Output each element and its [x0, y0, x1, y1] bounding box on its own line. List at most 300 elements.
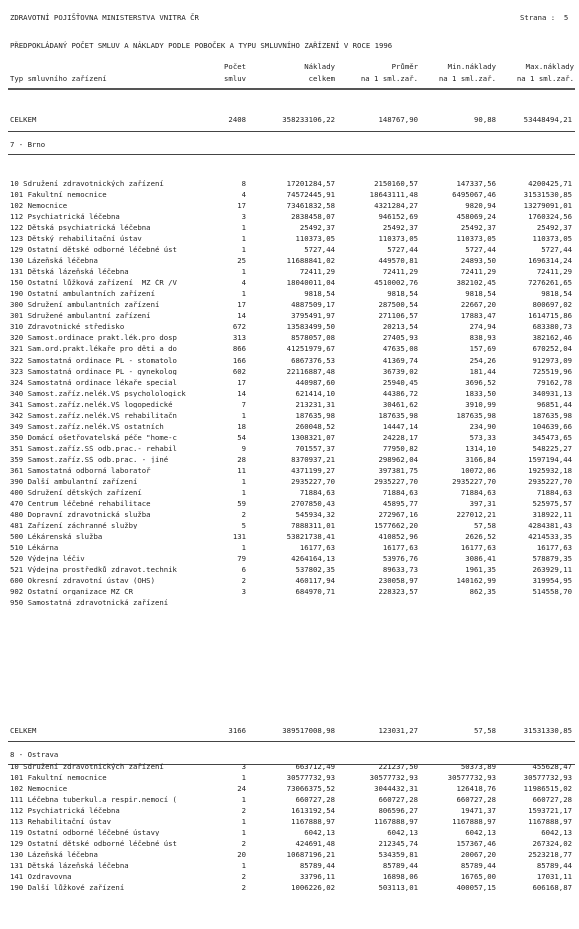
cell-name: 10 Sdružení zdravotnických zařízení: [10, 180, 164, 188]
cell-name: 102 Nemocnice: [10, 785, 68, 793]
cell-max: 319954,95: [532, 576, 572, 586]
cell-max: 72411,29: [536, 267, 572, 277]
cell-cost: 2838458,07: [291, 212, 335, 222]
cell-min: 57,58: [474, 520, 496, 530]
cell-cost: 2707850,43: [291, 498, 335, 508]
report-subtitle: PŘEDPOKLÁDANÝ POČET SMLUV A NÁKLADY PODLE POBOČEK A TYPU SMLUVNÍHO ZAŘÍZENÍ V ROCE 1996: [10, 41, 393, 50]
cell-min: 24893,50: [460, 256, 496, 266]
cell-cost: 30577732,93: [286, 773, 335, 782]
table-row: [0, 478, 579, 488]
cell-max: 110373,05: [532, 234, 572, 244]
cell-max: 7276261,65: [528, 278, 572, 288]
cell-min: 71884,63: [460, 487, 496, 497]
table-row: [0, 829, 579, 839]
cell-count: 1: [241, 410, 246, 420]
cell-avg: 3044432,31: [374, 784, 418, 794]
page-number: Strana : 5: [520, 13, 569, 22]
total-name: CELKEM: [10, 727, 37, 735]
cell-max: 800697,02: [532, 300, 572, 310]
cell-name: 131 Dětská lázeňská léčebna: [10, 862, 129, 870]
cell-max: 670252,04: [532, 344, 572, 354]
cell-count: 1: [241, 476, 246, 486]
cell-cost: 424691,48: [295, 839, 335, 849]
cell-avg: 397381,75: [378, 465, 418, 475]
cell-cost: 5727,44: [304, 245, 335, 255]
cell-min: 3166,84: [465, 454, 496, 464]
cell-min: 17883,47: [460, 311, 496, 321]
cell-name: 321 Sam.ord.prakt.lékaře pro děti a do: [10, 345, 177, 353]
section-divider: [8, 131, 575, 132]
table-row: [0, 434, 579, 444]
cell-cost: 53821738,41: [286, 532, 335, 541]
cell-min: 20067,20: [460, 850, 496, 860]
cell-avg: 27405,93: [382, 333, 418, 343]
cell-max: 725519,96: [532, 366, 572, 376]
cell-cost: 17201284,57: [286, 179, 335, 188]
cell-count: 166: [232, 355, 246, 365]
cell-min: 19471,37: [460, 806, 496, 816]
cell-cost: 4371199,27: [291, 465, 335, 475]
cell-count: 14: [237, 311, 246, 321]
cell-name: 101 Fakultní nemocnice: [10, 774, 107, 782]
cell-count: 1: [241, 543, 246, 552]
cell-avg: 5727,44: [387, 245, 418, 255]
cell-name: 323 Samostatná ordinace PL - gynekolog: [10, 367, 177, 375]
table-row: [0, 566, 579, 576]
cell-cost: 18040011,04: [286, 278, 335, 288]
table-row: [0, 489, 579, 499]
cell-max: 340931,13: [532, 388, 572, 398]
cell-cost: 41251979,67: [286, 344, 335, 354]
cell-name: 349 Samost.zaříz.nelék.VŠ ostatních: [10, 422, 164, 430]
cell-name: 320 Samost.ordinace prakt.lék.pro dosp: [10, 334, 177, 342]
cell-min: 85789,44: [460, 861, 496, 871]
cell-avg: 77950,82: [382, 443, 418, 453]
table-row: [0, 840, 579, 850]
cell-cost: 25492,37: [299, 223, 335, 233]
cell-count: 20: [237, 850, 246, 860]
cell-cost: 11688841,02: [286, 256, 335, 266]
cell-count: 25: [237, 256, 246, 266]
cell-max: 578879,35: [532, 554, 572, 563]
cell-min: 140162,99: [456, 576, 496, 586]
cell-count: 1: [241, 817, 246, 827]
cell-name: 470 Centrum léčebné rehabilitace: [10, 499, 151, 508]
cell-count: 18: [237, 421, 246, 431]
cell-max: 9818,54: [541, 289, 572, 299]
cell-min: 1961,35: [465, 565, 496, 574]
cell-min: 400057,15: [456, 883, 496, 893]
cell-avg: 41369,74: [382, 355, 418, 365]
table-row: [0, 235, 579, 245]
cell-name: 123 Dětský rehabilitační ústav: [10, 235, 142, 243]
cell-max: 79162,78: [536, 377, 572, 387]
header-divider: [8, 88, 575, 90]
cell-min: 862,35: [469, 587, 496, 597]
cell-count: 54: [237, 432, 246, 442]
total-count: 2408: [228, 115, 246, 124]
cell-cost: 187635,98: [295, 410, 335, 420]
table-row: [0, 213, 579, 223]
cell-count: 8: [241, 179, 246, 188]
cell-count: 4: [241, 278, 246, 288]
table-row: [0, 796, 579, 806]
table-row: [0, 224, 579, 234]
table-row: [0, 445, 579, 455]
cell-count: 7: [241, 399, 246, 409]
cell-min: 72411,29: [460, 267, 496, 277]
cell-name: 310 Zdravotnické středisko: [10, 323, 125, 331]
total-max: 53448494,21: [523, 115, 572, 124]
cell-name: 351 Samost.zaříz.SŠ odb.prac.- rehabil: [10, 444, 177, 452]
col-count-header-2: smluv: [224, 74, 246, 83]
cell-count: 1: [241, 234, 246, 244]
cell-cost: 8370937,21: [291, 454, 335, 464]
cell-avg: 53976,76: [382, 554, 418, 563]
total-min: 57,58: [474, 726, 496, 735]
cell-max: 606168,87: [532, 883, 572, 893]
cell-max: 267324,02: [532, 839, 572, 849]
cell-min: 6495067,46: [452, 190, 496, 199]
report-title: ZDRAVOTNÍ POJIŠŤOVNA MINISTERSTVA VNITRA ČR: [10, 13, 199, 22]
col-min-header-2: na 1 sml.zař.: [438, 74, 496, 83]
cell-name: 521 Výdejna prostředků zdravot.technik: [10, 566, 177, 574]
cell-min: 382102,45: [456, 278, 496, 288]
cell-count: 1: [241, 267, 246, 277]
cell-name: 361 Samostatná odborná laboratoř: [10, 466, 151, 475]
cell-cost: 9818,54: [304, 289, 335, 299]
cell-count: 28: [237, 454, 246, 464]
cell-cost: 1308321,07: [291, 432, 335, 442]
cell-avg: 6042,13: [387, 828, 418, 838]
cell-avg: 287500,54: [378, 300, 418, 310]
cell-avg: 534359,81: [378, 850, 418, 860]
cell-count: 79: [237, 554, 246, 563]
cell-name: 301 Sdružené ambulantní zařízení: [10, 312, 151, 320]
table-row: [0, 807, 579, 817]
cell-min: 10072,06: [460, 465, 496, 475]
cell-max: 6042,13: [541, 828, 572, 838]
cell-cost: 72411,29: [299, 267, 335, 277]
cell-min: 50373,89: [460, 762, 496, 771]
cell-max: 912973,09: [532, 355, 572, 365]
table-row: [0, 368, 579, 378]
cell-max: 1696314,24: [528, 256, 572, 266]
table-row: [0, 257, 579, 267]
table-row: [0, 191, 579, 201]
cell-avg: 85789,44: [382, 861, 418, 871]
cell-name: 122 Dětská psychiatrická léčebna: [10, 224, 151, 232]
table-row: [0, 500, 579, 510]
cell-max: 514558,70: [532, 587, 572, 597]
cell-cost: 6867376,53: [291, 355, 335, 365]
table-row: [0, 412, 579, 422]
cell-max: 1597194,44: [528, 454, 572, 464]
cell-avg: 2150160,57: [374, 179, 418, 188]
cell-cost: 3795491,97: [291, 311, 335, 321]
cell-cost: 621414,10: [295, 388, 335, 398]
cell-name: 340 Samost.zaříz.nelék.VŠ psycholologick: [10, 389, 186, 397]
cell-max: 11986515,02: [523, 784, 572, 794]
cell-max: 382162,46: [532, 333, 572, 343]
cell-count: 1: [241, 289, 246, 299]
cell-min: 157,69: [469, 344, 496, 354]
table-row: [0, 555, 579, 565]
cell-cost: 663712,49: [295, 762, 335, 771]
cell-min: 9818,54: [465, 289, 496, 299]
cell-max: 548225,27: [532, 443, 572, 453]
total-label: CELKEM: [10, 116, 37, 124]
cell-max: 17031,11: [536, 872, 572, 882]
cell-max: 85789,44: [536, 861, 572, 871]
table-row: [0, 533, 579, 543]
col-max-header-1: Max.náklady: [525, 62, 574, 71]
cell-avg: 221237,50: [378, 762, 418, 771]
table-row: [0, 588, 579, 598]
total-cost: 389517008,98: [282, 726, 335, 735]
cell-avg: 18643111,48: [369, 190, 418, 199]
cell-min: 397,31: [469, 498, 496, 508]
cell-name: 950 Samostatná zdravotnická zařízení: [10, 599, 169, 607]
table-row: [0, 456, 579, 466]
cell-name: 131 Dětská lázeňská léčebna: [10, 268, 129, 276]
cell-avg: 212345,74: [378, 839, 418, 849]
cell-cost: 537802,35: [295, 565, 335, 574]
table-row: [0, 851, 579, 861]
cell-max: 104639,66: [532, 421, 572, 431]
cell-min: 5727,44: [465, 245, 496, 255]
cell-name: 324 Samostatná ordinace lékaře special: [10, 378, 177, 386]
table-row: [0, 290, 579, 300]
cell-min: 1167888,97: [452, 817, 496, 827]
cell-name: 130 Lázeňská léčebna: [10, 851, 98, 859]
table-row: [0, 323, 579, 333]
cell-count: 4: [241, 190, 246, 199]
total-max: 31531330,85: [523, 726, 572, 735]
cell-avg: 89633,73: [382, 565, 418, 574]
cell-avg: 4321284,27: [374, 201, 418, 211]
table-row: [0, 312, 579, 322]
cell-count: 2: [241, 576, 246, 586]
cell-name: 390 Další ambulantní zařízení: [10, 477, 138, 486]
table-row: [0, 301, 579, 311]
cell-min: 234,90: [469, 421, 496, 431]
table-row: [0, 279, 579, 289]
cell-min: 2935227,70: [452, 476, 496, 486]
table-row: [0, 390, 579, 400]
cell-max: 25492,37: [536, 223, 572, 233]
cell-avg: 4510002,76: [374, 278, 418, 288]
cell-name: 130 Lázeňská léčebna: [10, 257, 98, 265]
cell-min: 3086,41: [465, 554, 496, 563]
cell-avg: 30577732,93: [369, 773, 418, 782]
cell-name: 481 Zařízení záchranné služby: [10, 521, 138, 530]
table-row: [0, 268, 579, 278]
cell-avg: 16177,63: [382, 543, 418, 552]
cell-cost: 73066375,52: [286, 784, 335, 794]
cell-min: 227012,21: [456, 509, 496, 519]
cell-min: 838,93: [469, 333, 496, 343]
table-row: [0, 785, 579, 795]
col-count-header-1: Počet: [224, 62, 246, 71]
cell-cost: 660727,28: [295, 795, 335, 805]
cell-name: 322 Samostatná ordinace PL - stomatolo: [10, 356, 177, 364]
table-row: [0, 423, 579, 433]
table-row: [0, 345, 579, 355]
section-title: 8 - Ostrava: [10, 750, 59, 759]
total-avg: 148767,90: [378, 115, 418, 124]
cell-cost: 110373,05: [295, 234, 335, 244]
table-row: [0, 577, 579, 587]
cell-max: 2523218,77: [528, 850, 572, 860]
cell-avg: 25492,37: [382, 223, 418, 233]
cell-cost: 1613192,54: [291, 806, 335, 816]
cell-min: 458069,24: [456, 212, 496, 222]
cell-max: 455628,47: [532, 762, 572, 771]
cell-max: 683380,73: [532, 322, 572, 332]
cell-name: 101 Fakultní nemocnice: [10, 191, 107, 199]
cell-min: 1833,50: [465, 388, 496, 398]
total-avg: 123031,27: [378, 726, 418, 735]
cell-count: 1: [241, 773, 246, 782]
grand-total-row: [0, 116, 579, 126]
col-cost-header-2: celkem: [308, 74, 335, 83]
cell-avg: 187635,98: [378, 410, 418, 420]
cell-min: 274,94: [469, 322, 496, 332]
cell-max: 71884,63: [536, 487, 572, 497]
cell-count: 17: [237, 377, 246, 387]
section-total-row: [0, 727, 579, 737]
table-row: [0, 401, 579, 411]
cell-min: 16765,00: [460, 872, 496, 882]
cell-count: 2: [241, 883, 246, 893]
cell-count: 313: [232, 333, 246, 343]
cell-max: 16177,63: [536, 543, 572, 552]
cell-count: 2: [241, 509, 246, 519]
cell-avg: 36739,02: [382, 366, 418, 376]
cell-count: 1: [241, 487, 246, 497]
cell-avg: 14447,14: [382, 421, 418, 431]
cell-avg: 16898,06: [382, 872, 418, 882]
cell-avg: 946152,69: [378, 212, 418, 222]
table-row: [0, 357, 579, 367]
cell-count: 2: [241, 839, 246, 849]
col-min-header-1: Min.náklady: [447, 62, 496, 71]
cell-count: 3: [241, 587, 246, 597]
cell-name: 600 Okresní zdravotní ústav (OHS): [10, 577, 155, 585]
cell-min: 181,44: [469, 366, 496, 376]
cell-count: 672: [232, 322, 246, 332]
cell-min: 187635,98: [456, 410, 496, 420]
cell-avg: 272967,16: [378, 509, 418, 519]
cell-avg: 806596,27: [378, 806, 418, 816]
cell-cost: 4264164,13: [291, 554, 335, 563]
cell-cost: 701557,37: [295, 443, 335, 453]
cell-name: 112 Psychiatrická léčebna: [10, 807, 120, 815]
cell-max: 525975,57: [532, 498, 572, 508]
col-type-header: Typ smluvního zařízení: [10, 74, 107, 83]
cell-avg: 449570,81: [378, 256, 418, 266]
cell-min: 6042,13: [465, 828, 496, 838]
cell-cost: 16177,63: [299, 543, 335, 552]
cell-name: 520 Výdejna léčiv: [10, 555, 85, 563]
cell-avg: 25940,45: [382, 377, 418, 387]
cell-avg: 271106,57: [378, 311, 418, 321]
cell-name: 480 Dopravní zdravotnická služba: [10, 510, 151, 519]
cell-name: 190 Ostatní ambulantních zařízení: [10, 290, 155, 298]
col-cost-header-1: Náklady: [304, 62, 335, 71]
cell-cost: 33796,11: [299, 872, 335, 882]
cell-cost: 440987,60: [295, 377, 335, 387]
cell-avg: 44386,72: [382, 388, 418, 398]
cell-name: 500 Lékárenská služba: [10, 533, 103, 541]
cell-avg: 228323,57: [378, 587, 418, 597]
cell-count: 5: [241, 520, 246, 530]
section-title: 7 - Brno: [10, 140, 46, 149]
cell-max: 263929,11: [532, 565, 572, 574]
cell-cost: 71884,63: [299, 487, 335, 497]
cell-min: 573,33: [469, 432, 496, 442]
cell-cost: 545934,32: [295, 509, 335, 519]
table-row: [0, 511, 579, 521]
table-row: [0, 379, 579, 389]
cell-name: 510 Lékárna: [10, 544, 59, 552]
cell-name: 102 Nemocnice: [10, 202, 68, 210]
table-row: [0, 818, 579, 828]
cell-min: 3910,99: [465, 399, 496, 409]
cell-max: 1925932,18: [528, 465, 572, 475]
cell-cost: 6042,13: [304, 828, 335, 838]
col-avg-header-1: Průměr: [391, 62, 418, 71]
cell-min: 157367,46: [456, 839, 496, 849]
cell-count: 17: [237, 201, 246, 211]
cell-cost: 74572445,91: [286, 190, 335, 199]
cell-count: 2: [241, 806, 246, 816]
cell-count: 24: [237, 784, 246, 794]
cell-max: 5727,44: [541, 245, 572, 255]
cell-max: 318922,11: [532, 509, 572, 519]
cell-count: 3: [241, 212, 246, 222]
cell-count: 131: [232, 532, 246, 541]
table-row: [0, 246, 579, 256]
table-row: [0, 873, 579, 883]
cell-cost: 7888311,01: [291, 520, 335, 530]
cell-max: 660727,28: [532, 795, 572, 805]
cell-name: 141 Ozdravovna: [10, 873, 72, 881]
cell-avg: 1167888,97: [374, 817, 418, 827]
total-cost: 358233106,22: [282, 115, 335, 124]
cell-cost: 8578057,08: [291, 333, 335, 343]
cell-min: 660727,28: [456, 795, 496, 805]
cell-avg: 503113,01: [378, 883, 418, 893]
cell-count: 14: [237, 388, 246, 398]
cell-name: 119 Ostatní odborné léčebné ústavy: [10, 829, 160, 837]
table-row: [0, 334, 579, 344]
section-divider: [8, 154, 575, 155]
cell-cost: 213231,31: [295, 399, 335, 409]
cell-name: 129 Ostatní dětské odborné léčebné úst: [10, 840, 177, 848]
table-row: [0, 180, 579, 190]
cell-name: 190 Další lůžkové zařízení: [10, 884, 125, 892]
cell-min: 254,26: [469, 355, 496, 365]
cell-avg: 2935227,70: [374, 476, 418, 486]
cell-cost: 85789,44: [299, 861, 335, 871]
cell-cost: 460117,94: [295, 576, 335, 586]
table-row: [0, 599, 579, 609]
cell-max: 345473,65: [532, 432, 572, 442]
cell-min: 2626,52: [465, 532, 496, 541]
table-row: [0, 774, 579, 784]
